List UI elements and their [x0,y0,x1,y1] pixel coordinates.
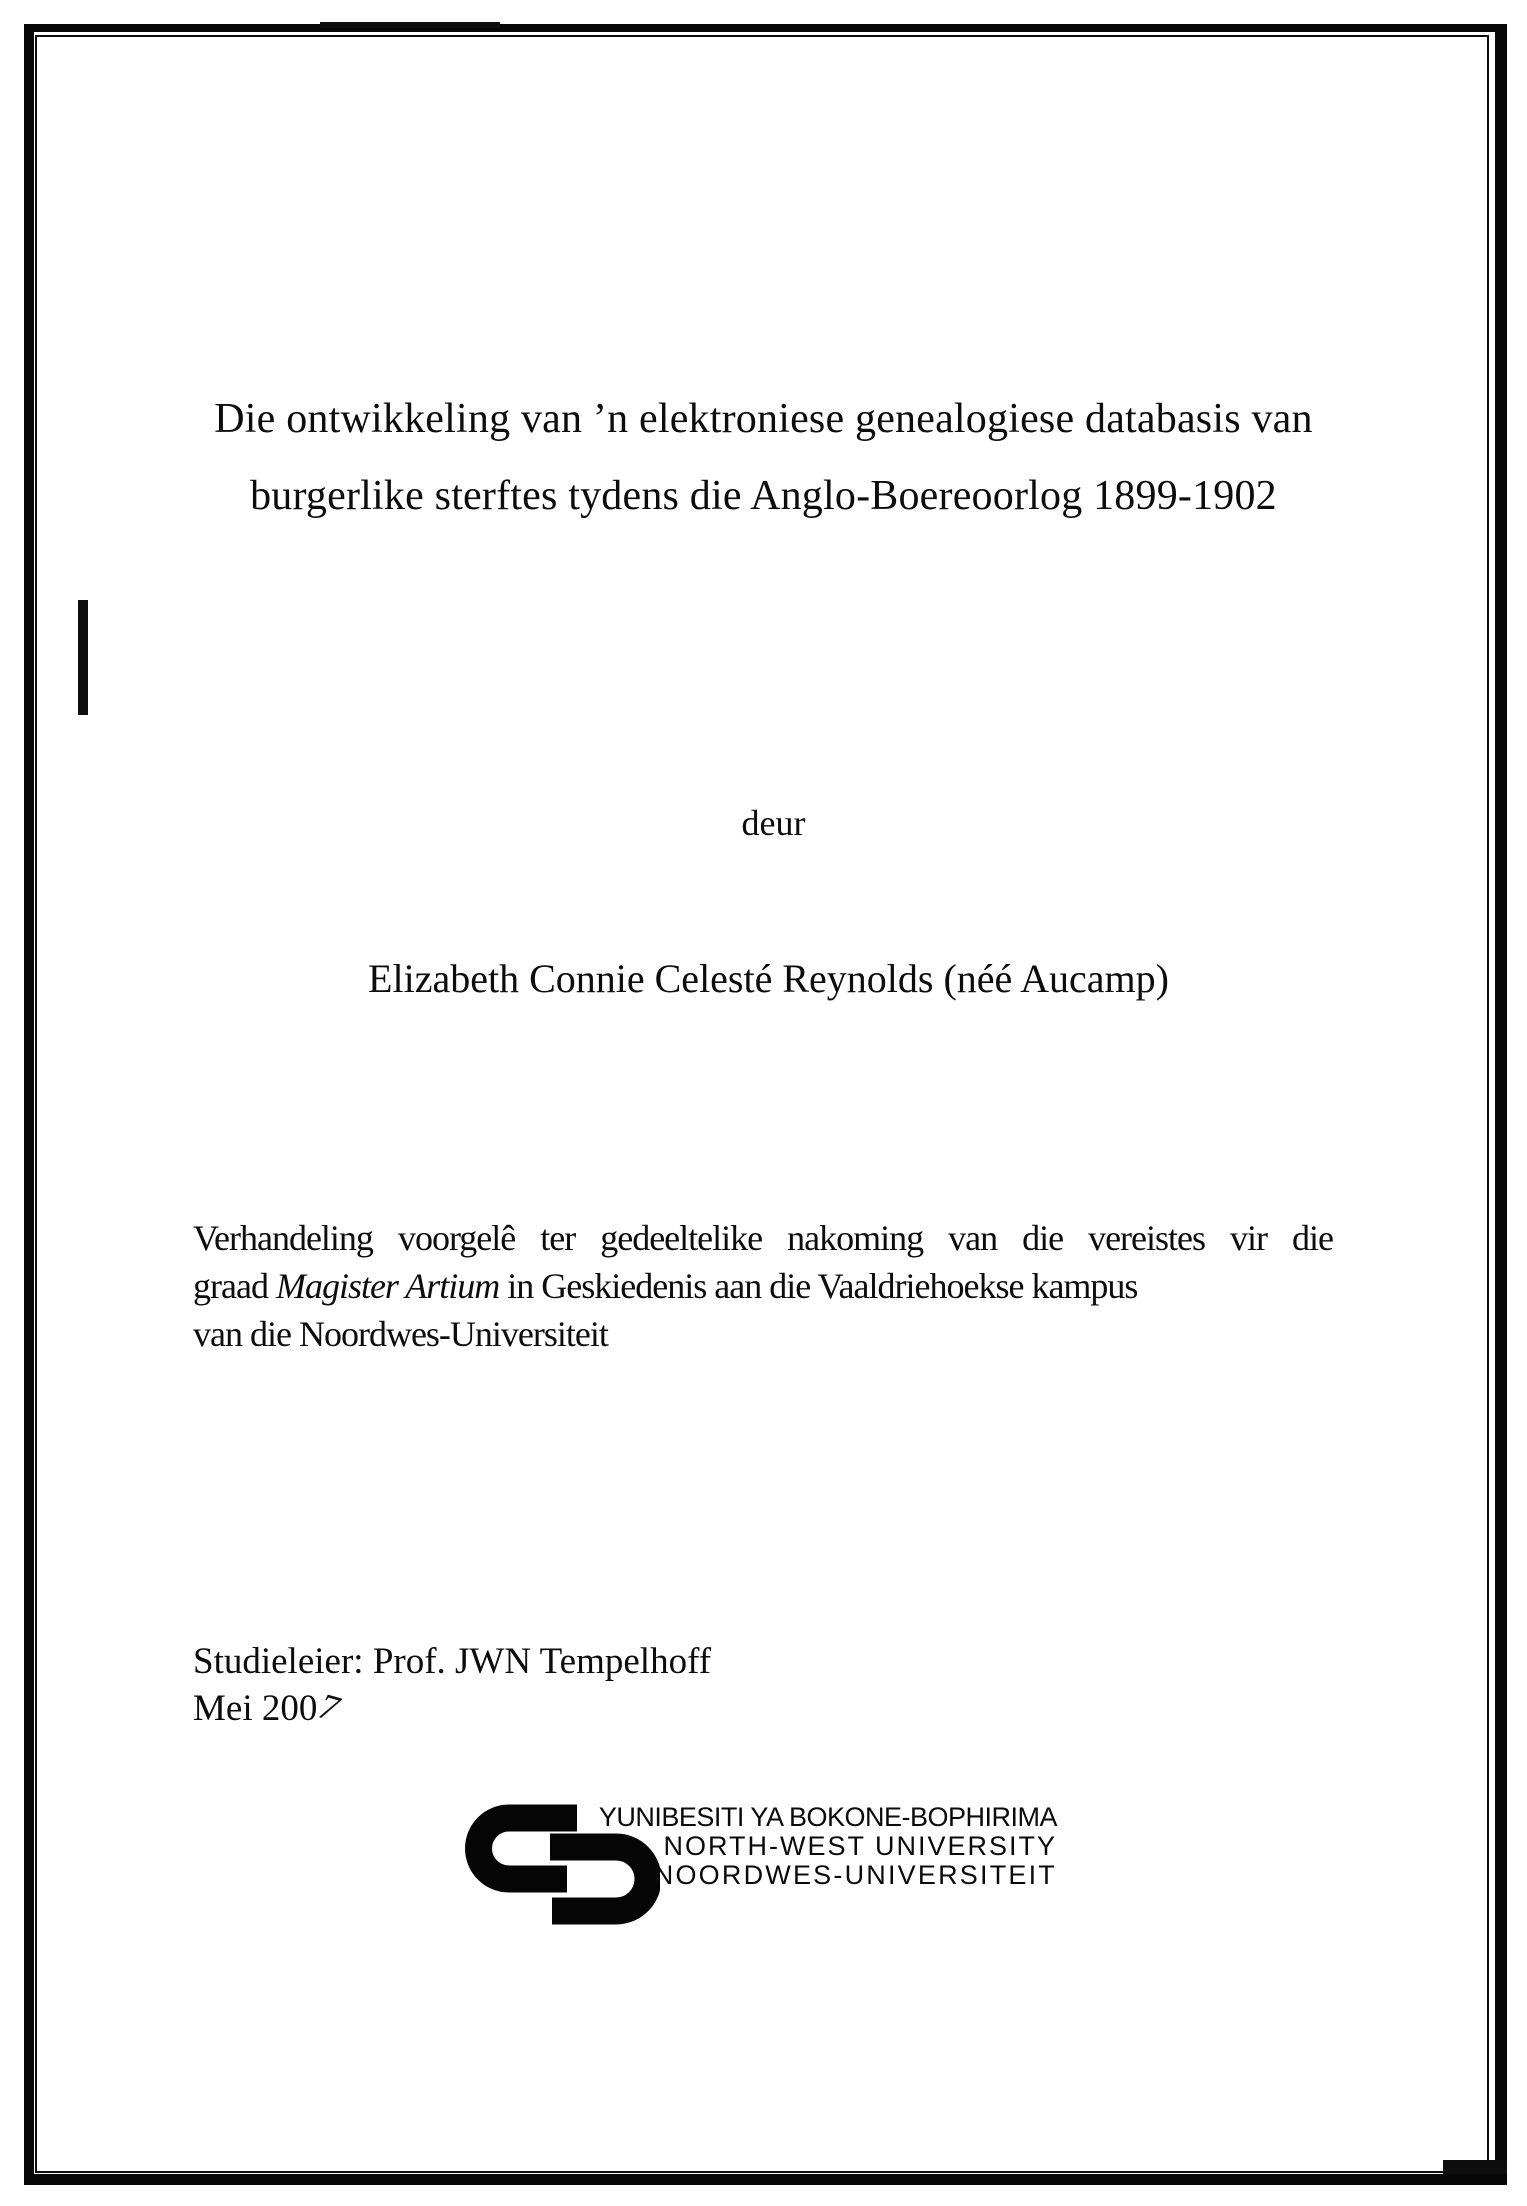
thesis-statement-line3: van die Noordwes-Universiteit [193,1314,608,1354]
thesis-statement [193,1214,1333,1358]
date-last-digit: 7 [311,1686,348,1730]
thesis-statement-line2-prefix: graad [193,1266,276,1306]
date-line [193,1685,711,1732]
supervisor-block [193,1638,711,1732]
logo-text-setswana: YUNIBESITI YA BOKONE-BOPHIRIMA [598,1802,1057,1832]
thesis-title-line2: burgerlike sterftes tydens die Anglo-Boereoorlog 1899-1902 [250,473,1277,519]
scan-speck [1443,2160,1507,2174]
byline-label: deur [741,803,806,843]
degree-name-italic: Magister Artium [275,1266,500,1306]
date-prefix: Mei 200 [193,1688,318,1729]
scan-speck [320,22,500,28]
author-name: Elizabeth Connie Celesté Reynolds (néé Aucamp) [368,956,1169,1001]
university-logo [465,1800,1065,1930]
logo-text-english: NORTH-WEST UNIVERSITY [663,1831,1057,1861]
university-logo-text [588,1803,1057,1890]
thesis-statement-line2 [193,1262,1333,1310]
thesis-statement-line2-suffix: in Geskiedenis aan die Vaaldriehoekse kampus [499,1266,1138,1306]
scan-speck [78,600,88,715]
thesis-statement-line1: Verhandeling voorgelê ter gedeeltelike nakoming van die vereistes vir die [193,1218,1333,1258]
thesis-title-line1: Die ontwikkeling van ’n elektroniese genealogiese databasis van [214,396,1313,442]
supervisor-line: Studieleier: Prof. JWN Tempelhoff [193,1641,712,1682]
thesis-title [100,381,1427,535]
logo-text-afrikaans: NOORDWES-UNIVERSITEIT [653,1860,1057,1890]
